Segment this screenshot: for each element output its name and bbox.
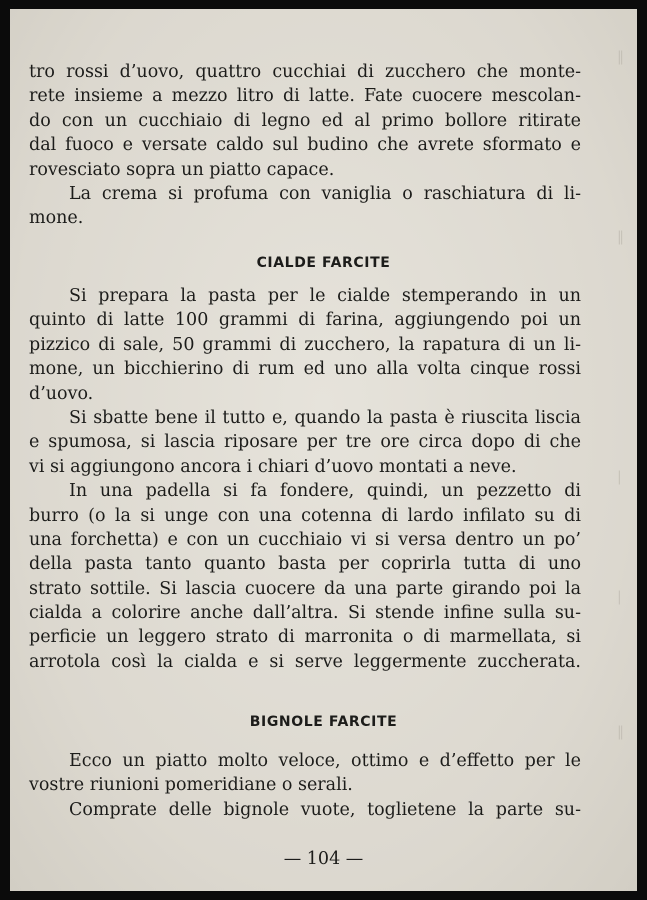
text-line: mone, un bicchierino di rum ed uno alla volta cinque rossi xyxy=(29,359,581,380)
text-line: La crema si profuma con vaniglia o raschiatura di li- xyxy=(69,183,581,204)
recipe-text-block xyxy=(29,749,581,822)
section-heading: BIGNOLE FARCITE xyxy=(249,714,398,730)
text-line: tro rossi d’uovo, quattro cucchiai di zucchero che monte- xyxy=(29,62,581,82)
text-line: burro (o la si unge con una cotenna di lardo infilato su di xyxy=(29,505,581,526)
text-line: Comprate delle bignole vuote, toglietene la parte su- xyxy=(69,799,581,820)
text-line: Si prepara la pasta per le cialde stemperando in un xyxy=(69,286,581,306)
text-line: strato sottile. Si lascia cuocere da una parte girando poi la xyxy=(29,578,581,599)
text-line: quinto di latte 100 grammi di farina, aggiungendo poi un xyxy=(29,310,581,331)
text-line: In una padella si fa fondere, quindi, un pezzetto di xyxy=(69,481,581,502)
text-line: arrotola così la cialda e si serve leggermente zuccherata. xyxy=(29,651,581,672)
text-line: vi si aggiungono ancora i chiari d’uovo montati a neve. xyxy=(29,456,517,477)
text-line: perficie un leggero strato di marronita o di marmellata, si xyxy=(29,627,581,648)
text-line: una forchetta) e con un cucchiaio vi si versa dentro un po’ xyxy=(29,529,581,550)
text-line: rete insieme a mezzo litro di latte. Fate cuocere mescolan- xyxy=(29,86,581,107)
book-page xyxy=(10,9,637,891)
page-bleed-mark: | xyxy=(617,469,622,485)
text-line: e spumosa, si lascia riposare per tre ore circa dopo di che xyxy=(29,432,581,453)
page-bleed-mark: ‖ xyxy=(617,49,624,65)
continued-text-block xyxy=(29,60,581,231)
text-line: mone. xyxy=(29,208,84,229)
page-bleed-mark: | xyxy=(617,589,622,605)
text-line: do con un cucchiaio di legno ed al primo bollore ritirate xyxy=(29,110,581,131)
text-line: dal fuoco e versate caldo sul budino che avrete sformato e xyxy=(29,135,581,156)
section-heading: CIALDE FARCITE xyxy=(256,255,391,271)
page-bleed-mark: ‖ xyxy=(617,724,624,740)
text-line: rovesciato sopra un piatto capace. xyxy=(29,159,335,180)
recipe-text-block xyxy=(29,284,581,674)
text-line: cialda a colorire anche dall’altra. Si stende infine sulla su- xyxy=(29,603,581,624)
text-line: della pasta tanto quanto basta per coprirla tutta di uno xyxy=(29,554,581,575)
text-line: vostre riunioni pomeridiane o serali. xyxy=(29,775,353,796)
text-line: Ecco un piatto molto veloce, ottimo e d’effetto per le xyxy=(69,751,581,771)
text-line: Si sbatte bene il tutto e, quando la pasta è riuscita liscia xyxy=(69,407,581,428)
page-bleed-mark: ‖ xyxy=(617,229,624,245)
text-line: pizzico di sale, 50 grammi di zucchero, la rapatura di un li- xyxy=(29,334,581,355)
text-line: d’uovo. xyxy=(29,383,94,404)
page-number: — 104 — xyxy=(283,849,364,869)
